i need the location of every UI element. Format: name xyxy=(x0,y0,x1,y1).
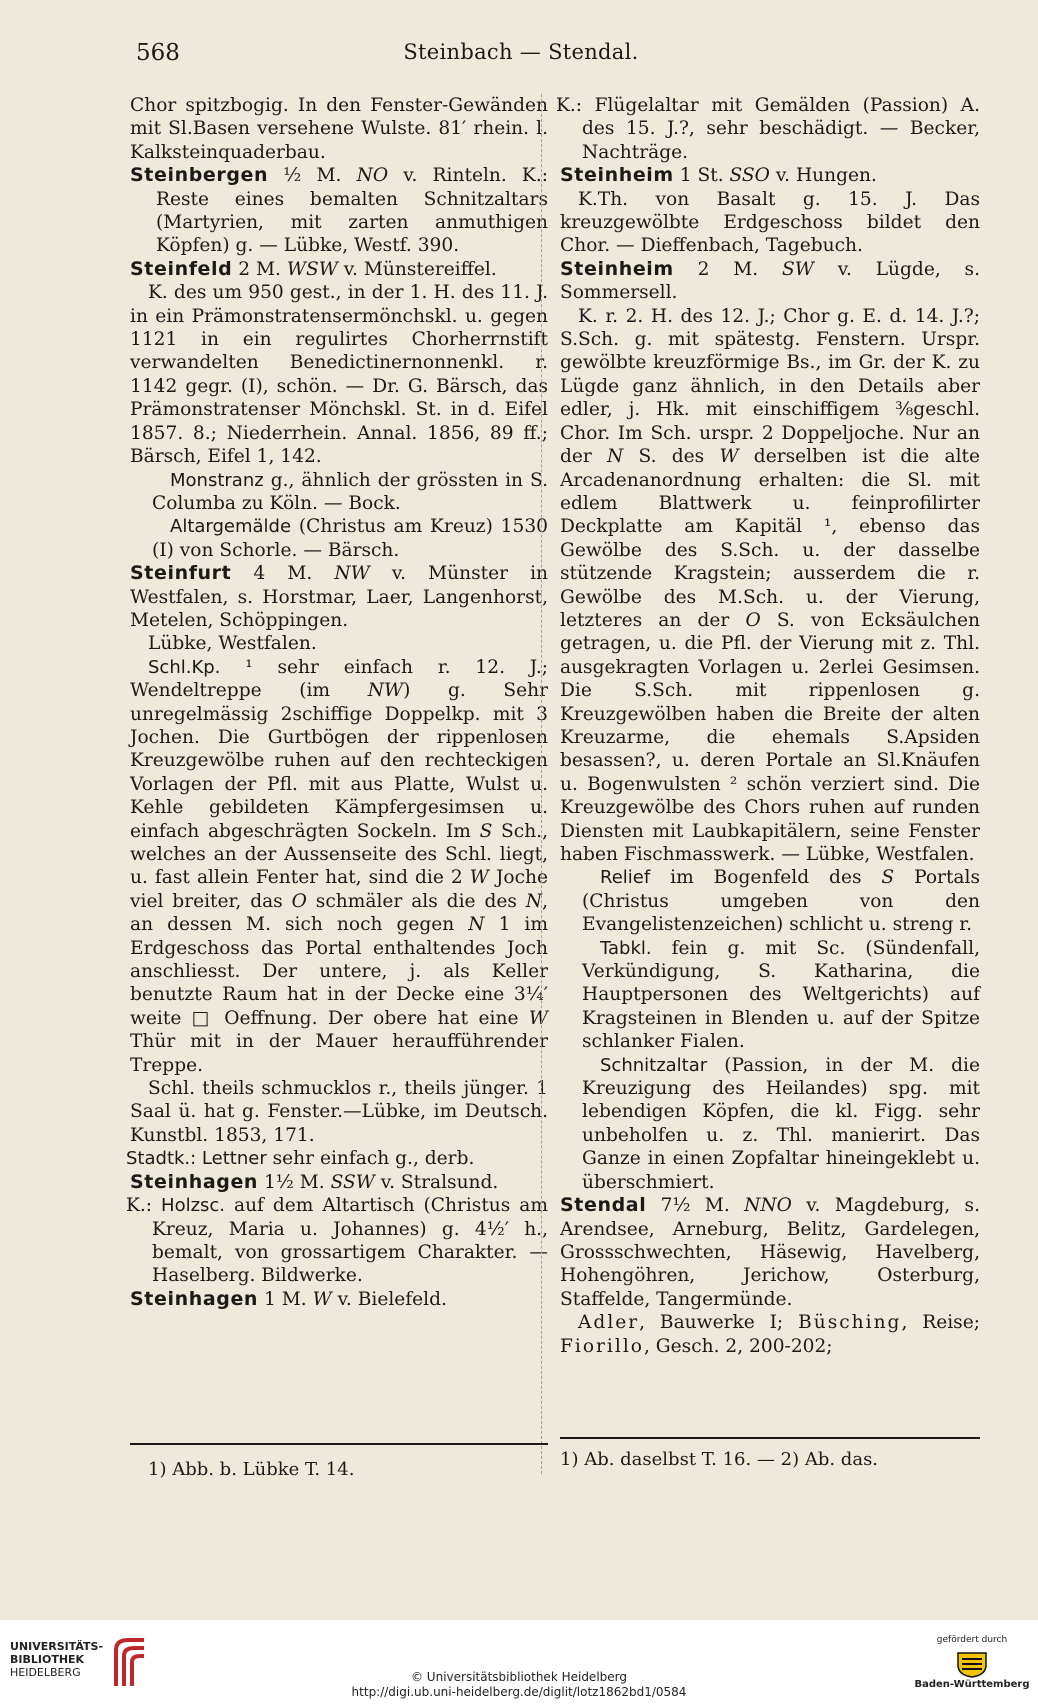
right-column-paragraph: Schnitzaltar (Passion, in der M. die Kreuzigung des Heilandes) spg. mit lebendigen Köpfen, die kl. Figg. sehr unbeholfen u. z. Thl. manierirt. Das Ganze in einen Zopfaltar hineingeklebt u. überschmiert. xyxy=(582,1054,980,1193)
copyright-block xyxy=(0,1670,1038,1700)
footnote-rule-right xyxy=(560,1437,980,1439)
left-column-paragraph: Steinhagen 1 M. W v. Bielefeld. xyxy=(130,1287,447,1310)
library-name-line1: UNIVERSITÄTS- xyxy=(10,1640,104,1653)
right-column-paragraph: K. r. 2. H. des 12. J.; Chor g. E. d. 14. J.?; S.Sch. g. mit spätestg. Fenstern. Urspr. gewölbte kreuzförmige Bs., im Gr. der K. zu Lügde ganz ähnlich, in den Details aber edler, j. Hk. mit einschiffigem ⅜geschl. Chor. Im Sch. urspr. 2 Doppeljoche. Nur an der N S. des W derselben ist die alte Arcadenanordnung erhalten: die Sl. mit edlem Blattwerk u. feinprofilirter Deckplatte am Kapitäl ¹, ebenso das Gewölbe des S.Sch. u. der dasselbe stützende Kragstein; ausserdem die r. Gewölbe des M.Sch. u. der Vierung, letzteres an der O S. von Ecksäulchen getragen, u. die Pfl. der Vierung mit z. Thl. ausgekragten Vorlagen u. 2erlei Gesimsen. Die S.Sch. mit rippenlosen g. Kreuzgewölben haben die Breite der alten Kreuzarme, die ehemals S.Apsiden besassen?, u. deren Portale an Sl.Knäufen u. Bogenwulsten ² schön verziert sind. Die Kreuzgewölbe des Chors ruhen auf runden Diensten mit Laubkapitälern, seine Fenster haben Fischmasswerk. — Lübke, Westfalen. xyxy=(560,305,980,865)
left-column-paragraph: Chor spitzbogig. In den Fenster-Gewänden mit Sl.Basen versehene Wulste. 81′ rhein. l. Kalksteinquaderbau. xyxy=(130,95,548,163)
state-coat-of-arms-icon xyxy=(952,1649,992,1679)
footnote-rule-left xyxy=(130,1443,548,1445)
copyright-text: © Universitätsbibliothek Heidelberg xyxy=(410,1670,627,1684)
library-name-line2: BIBLIOTHEK xyxy=(10,1653,85,1666)
left-column-paragraph: Steinbergen ½ M. NO v. Rinteln. K.: Reste eines bemalten Schnitzaltars (Martyrien, mit zarten anmuthigen Köpfen) g. — Lübke, Westf. 390. xyxy=(130,164,548,257)
running-head: Steinbach — Stendal. xyxy=(403,40,639,64)
right-column-paragraph: Relief im Bogenfeld des S Portals (Christus umgeben von den Evangelistenzeichen) schlicht u. streng r. xyxy=(582,867,980,936)
left-column-paragraph: Altargemälde (Christus am Kreuz) 1530 (I) von Schorle. — Bärsch. xyxy=(152,516,548,561)
right-column-paragraph: K.: Flügelaltar mit Gemälden (Passion) A. des 15. J.?, sehr beschädigt. — Becker, Nachträge. xyxy=(556,95,980,163)
right-column-paragraph: K.Th. von Basalt g. 15. J. Das kreuzgewölbte Erdgeschoss bildet den Chor. — Dieffenbach, Tagebuch. xyxy=(560,188,980,257)
library-name-line3: HEIDELBERG xyxy=(10,1666,81,1679)
right-column-paragraph: Tabkl. fein g. mit Sc. (Sündenfall, Verkündigung, S. Katharina, die Hauptpersonen des Weltgerichts) auf Kragsteinen in Blenden u. auf der Spitze schlanker Fialen. xyxy=(582,937,980,1053)
footnote-right: 1) Ab. daselbst T. 16. — 2) Ab. das. xyxy=(560,1449,879,1470)
sponsor-name: Baden-Württemberg xyxy=(914,1679,1030,1690)
right-column xyxy=(556,94,981,1358)
left-column-paragraph: Steinfurt 4 M. NW v. Münster in Westfalen, s. Horstmar, Laer, Langenhorst, Metelen, Schöppingen. xyxy=(130,562,548,631)
left-column-paragraph: Schl.Kp. ¹ sehr einfach r. 12. J.; Wendeltreppe (im NW) g. Sehr unregelmässig 2schiffige Doppelkp. mit 3 Jochen. Die Gurtbögen der rippenlosen Kreuzgewölbe ruhen auf den rechteckigen Vorlagen der Pfl. mit aus Platte, Wulst u. Kehle gebildeten Kämpfergesimsen u. einfach abgeschrägten Sockeln. Im S Sch., welches an der Aussenseite des Schl. liegt, u. fast allein Fenter hat, sind die 2 W Joche viel breiter, das O schmäler als die des N, an dessen M. sich noch gegen N 1 im Erdgeschoss das Portal enthaltendes Joch anschliesst. Der untere, j. als Keller benutzte Raum hat in der Decke eine 3¼′ weite □ Oeffnung. Der obere hat eine W Thür mit in der Mauer heraufführender Treppe. xyxy=(130,656,548,1076)
footnote-left: 1) Abb. b. Lübke T. 14. xyxy=(148,1459,355,1480)
right-column-paragraph: Adler, Bauwerke I; Büsching, Reise; Fiorillo, Gesch. 2, 200-202; xyxy=(560,1312,980,1357)
left-column-paragraph: Monstranz g., ähnlich der grössten in S. Columba zu Köln. — Bock. xyxy=(152,469,548,514)
column-divider xyxy=(541,94,542,1474)
page-header xyxy=(136,40,906,70)
left-column-paragraph: Stadtk.: Lettner sehr einfach g., derb. xyxy=(126,1148,475,1170)
right-column-paragraph: Stendal 7½ M. NNO v. Magdeburg, s. Arendsee, Arneburg, Belitz, Gardelegen, Grossschwechten, Häsewig, Havelberg, Hohengöhren, Jerichow, Osterburg, Staffelde, Tangermünde. xyxy=(560,1194,980,1310)
left-column-paragraph: Steinfeld 2 M. WSW v. Münstereiffel. xyxy=(130,257,497,280)
page-number: 568 xyxy=(136,40,180,66)
left-column-paragraph: Schl. theils schmucklos r., theils jünger. 1 Saal ü. hat g. Fenster.—Lübke, im Deutsch. Kunstbl. 1853, 171. xyxy=(130,1078,548,1146)
left-column-paragraph: K. des um 950 gest., in der 1. H. des 11. J. in ein Prämonstratensermönchskl. u. gegen 1121 in ein regulirtes Chorherrnstift verwandelten Benedictinernonnenkl. r. 1142 gegr. (I), schön. — Dr. G. Bärsch, das Prämonstratenser Mönchskl. St. in d. Eifel 1857. 8.; Niederrhein. Annal. 1856, 89 ff.; Bärsch, Eifel 1, 142. xyxy=(130,282,548,468)
permalink-url[interactable]: http://digi.ub.uni-heidelberg.de/diglit/lotz1862bd1/0584 xyxy=(351,1685,687,1699)
sponsor-label: gefördert durch xyxy=(936,1635,1008,1645)
left-column-paragraph: Steinhagen 1½ M. SSW v. Stralsund. xyxy=(130,1170,499,1193)
sponsor-block xyxy=(912,1635,1032,1690)
left-column-paragraph: K.: Holzsc. auf dem Altartisch (Christus am Kreuz, Maria u. Johannes) g. 4½′ h., bemalt, von grossartigem Charakter. — Haselberg. Bildwerke. xyxy=(126,1195,548,1287)
left-column xyxy=(126,94,548,1311)
left-column-paragraph: Lübke, Westfalen. xyxy=(148,633,317,655)
right-column-paragraph: Steinheim 2 M. SW v. Lügde, s. Sommersell. xyxy=(560,257,981,304)
right-column-paragraph: Steinheim 1 St. SSO v. Hungen. xyxy=(560,164,877,187)
